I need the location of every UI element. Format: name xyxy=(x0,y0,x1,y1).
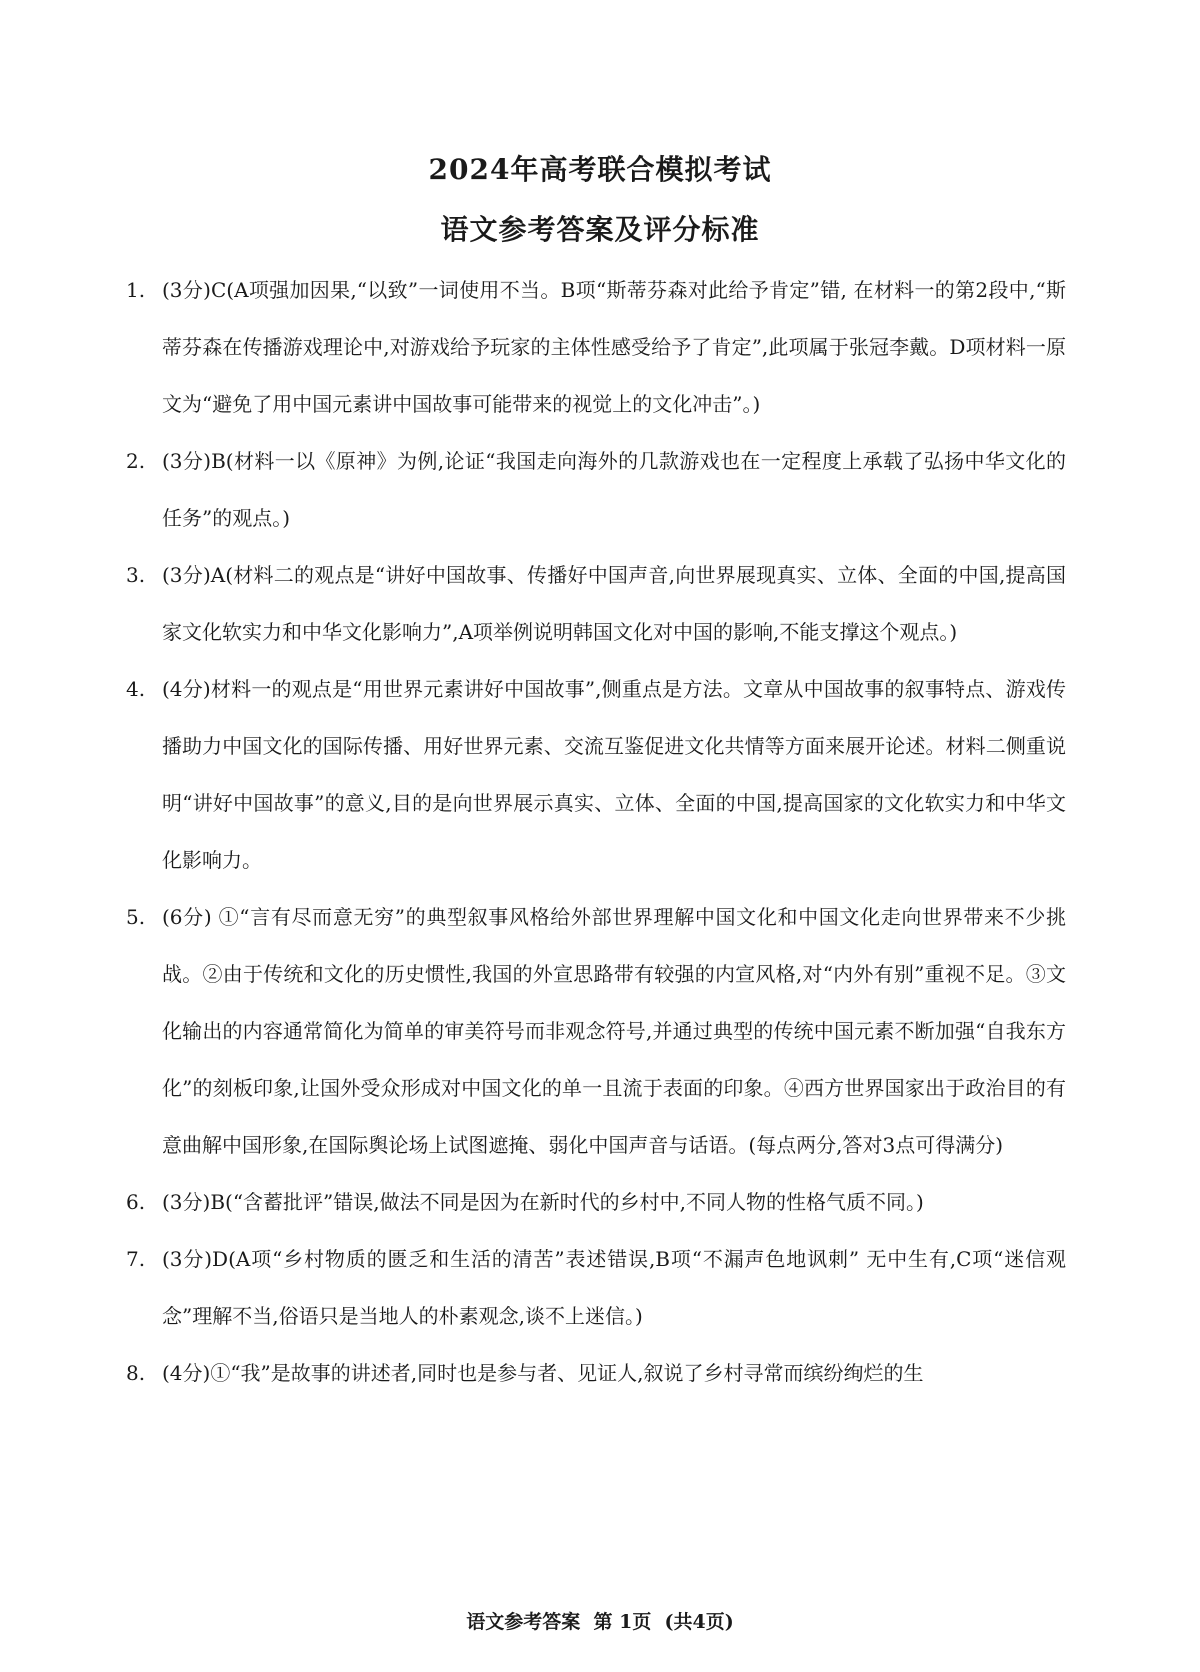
answer-number: 3. xyxy=(126,563,146,587)
answer-item-7 xyxy=(126,1231,1066,1345)
answer-item-6 xyxy=(126,1174,1066,1231)
answer-text: (3分)A(材料二的观点是“讲好中国故事、传播好中国声音,向世界展现真实、立体、全面的中国,提高国家文化软实力和中华文化影响力”,A项举例说明韩国文化对中国的影响,不能支撑这个观点。) xyxy=(162,563,1066,644)
answer-item-3 xyxy=(126,547,1066,661)
answer-item-1 xyxy=(126,262,1066,433)
page-title: 2024年高考联合模拟考试 xyxy=(428,153,772,186)
answer-item-2 xyxy=(126,433,1066,547)
answer-text: (3分)D(A项“乡村物质的匮乏和生活的清苦”表述错误,B项“不漏声色地讽刺” 无中生有,C项“迷信观念”理解不当,俗语只是当地人的朴素观念,谈不上迷信。) xyxy=(162,1247,1066,1328)
answer-text: (3分)B(材料一以《原神》为例,论证“我国走向海外的几款游戏也在一定程度上承载了弘扬中华文化的任务”的观点。) xyxy=(162,449,1066,530)
answer-number: 1. xyxy=(126,278,146,302)
page-subtitle: 语文参考答案及评分标准 xyxy=(440,213,760,246)
answer-text: (3分)B(“含蓄批评”错误,做法不同是因为在新时代的乡村中,不同人物的性格气质不同。) xyxy=(162,1190,924,1214)
answer-list xyxy=(126,262,1066,1402)
answer-text: (6分) ①“言有尽而意无穷”的典型叙事风格给外部世界理解中国文化和中国文化走向世界带来不少挑战。②由于传统和文化的历史惯性,我国的外宣思路带有较强的内宣风格,对“内外有别”重视不足。③文化输出的内容通常简化为简单的审美符号而非观念符号,并通过典型的传统中国元素不断加强“自我东方化”的刻板印象,让国外受众形成对中国文化的单一且流于表面的印象。④西方世界国家出于政治目的有意曲解中国形象,在国际舆论场上试图遮掩、弱化中国声音与话语。(每点两分,答对3点可得满分) xyxy=(162,905,1066,1157)
page-footer: 语文参考答案 第 1页 (共4页) xyxy=(466,1611,734,1633)
answer-number: 2. xyxy=(126,449,146,473)
answer-number: 6. xyxy=(126,1190,146,1214)
answer-number: 4. xyxy=(126,677,146,701)
answer-number: 5. xyxy=(126,905,146,929)
answer-item-4 xyxy=(126,661,1066,889)
answer-text: (4分)材料一的观点是“用世界元素讲好中国故事”,侧重点是方法。文章从中国故事的叙事特点、游戏传播助力中国文化的国际传播、用好世界元素、交流互鉴促进文化共情等方面来展开论述。材料二侧重说明“讲好中国故事”的意义,目的是向世界展示真实、立体、全面的中国,提高国家的文化软实力和中华文化影响力。 xyxy=(162,677,1066,872)
answer-item-5 xyxy=(126,889,1066,1174)
answer-item-8 xyxy=(126,1345,1066,1402)
answer-number: 8. xyxy=(126,1361,146,1385)
answer-text: (4分)①“我”是故事的讲述者,同时也是参与者、见证人,叙说了乡村寻常而缤纷绚烂的生 xyxy=(162,1361,924,1385)
answer-number: 7. xyxy=(126,1247,146,1271)
answer-text: (3分)C(A项强加因果,“以致”一词使用不当。B项“斯蒂芬森对此给予肯定”错, 在材料一的第2段中,“斯蒂芬森在传播游戏理论中,对游戏给予玩家的主体性感受给予了肯定”,此项属于张冠李戴。D项材料一原文为“避免了用中国元素讲中国故事可能带来的视觉上的文化冲击”。) xyxy=(162,278,1066,416)
